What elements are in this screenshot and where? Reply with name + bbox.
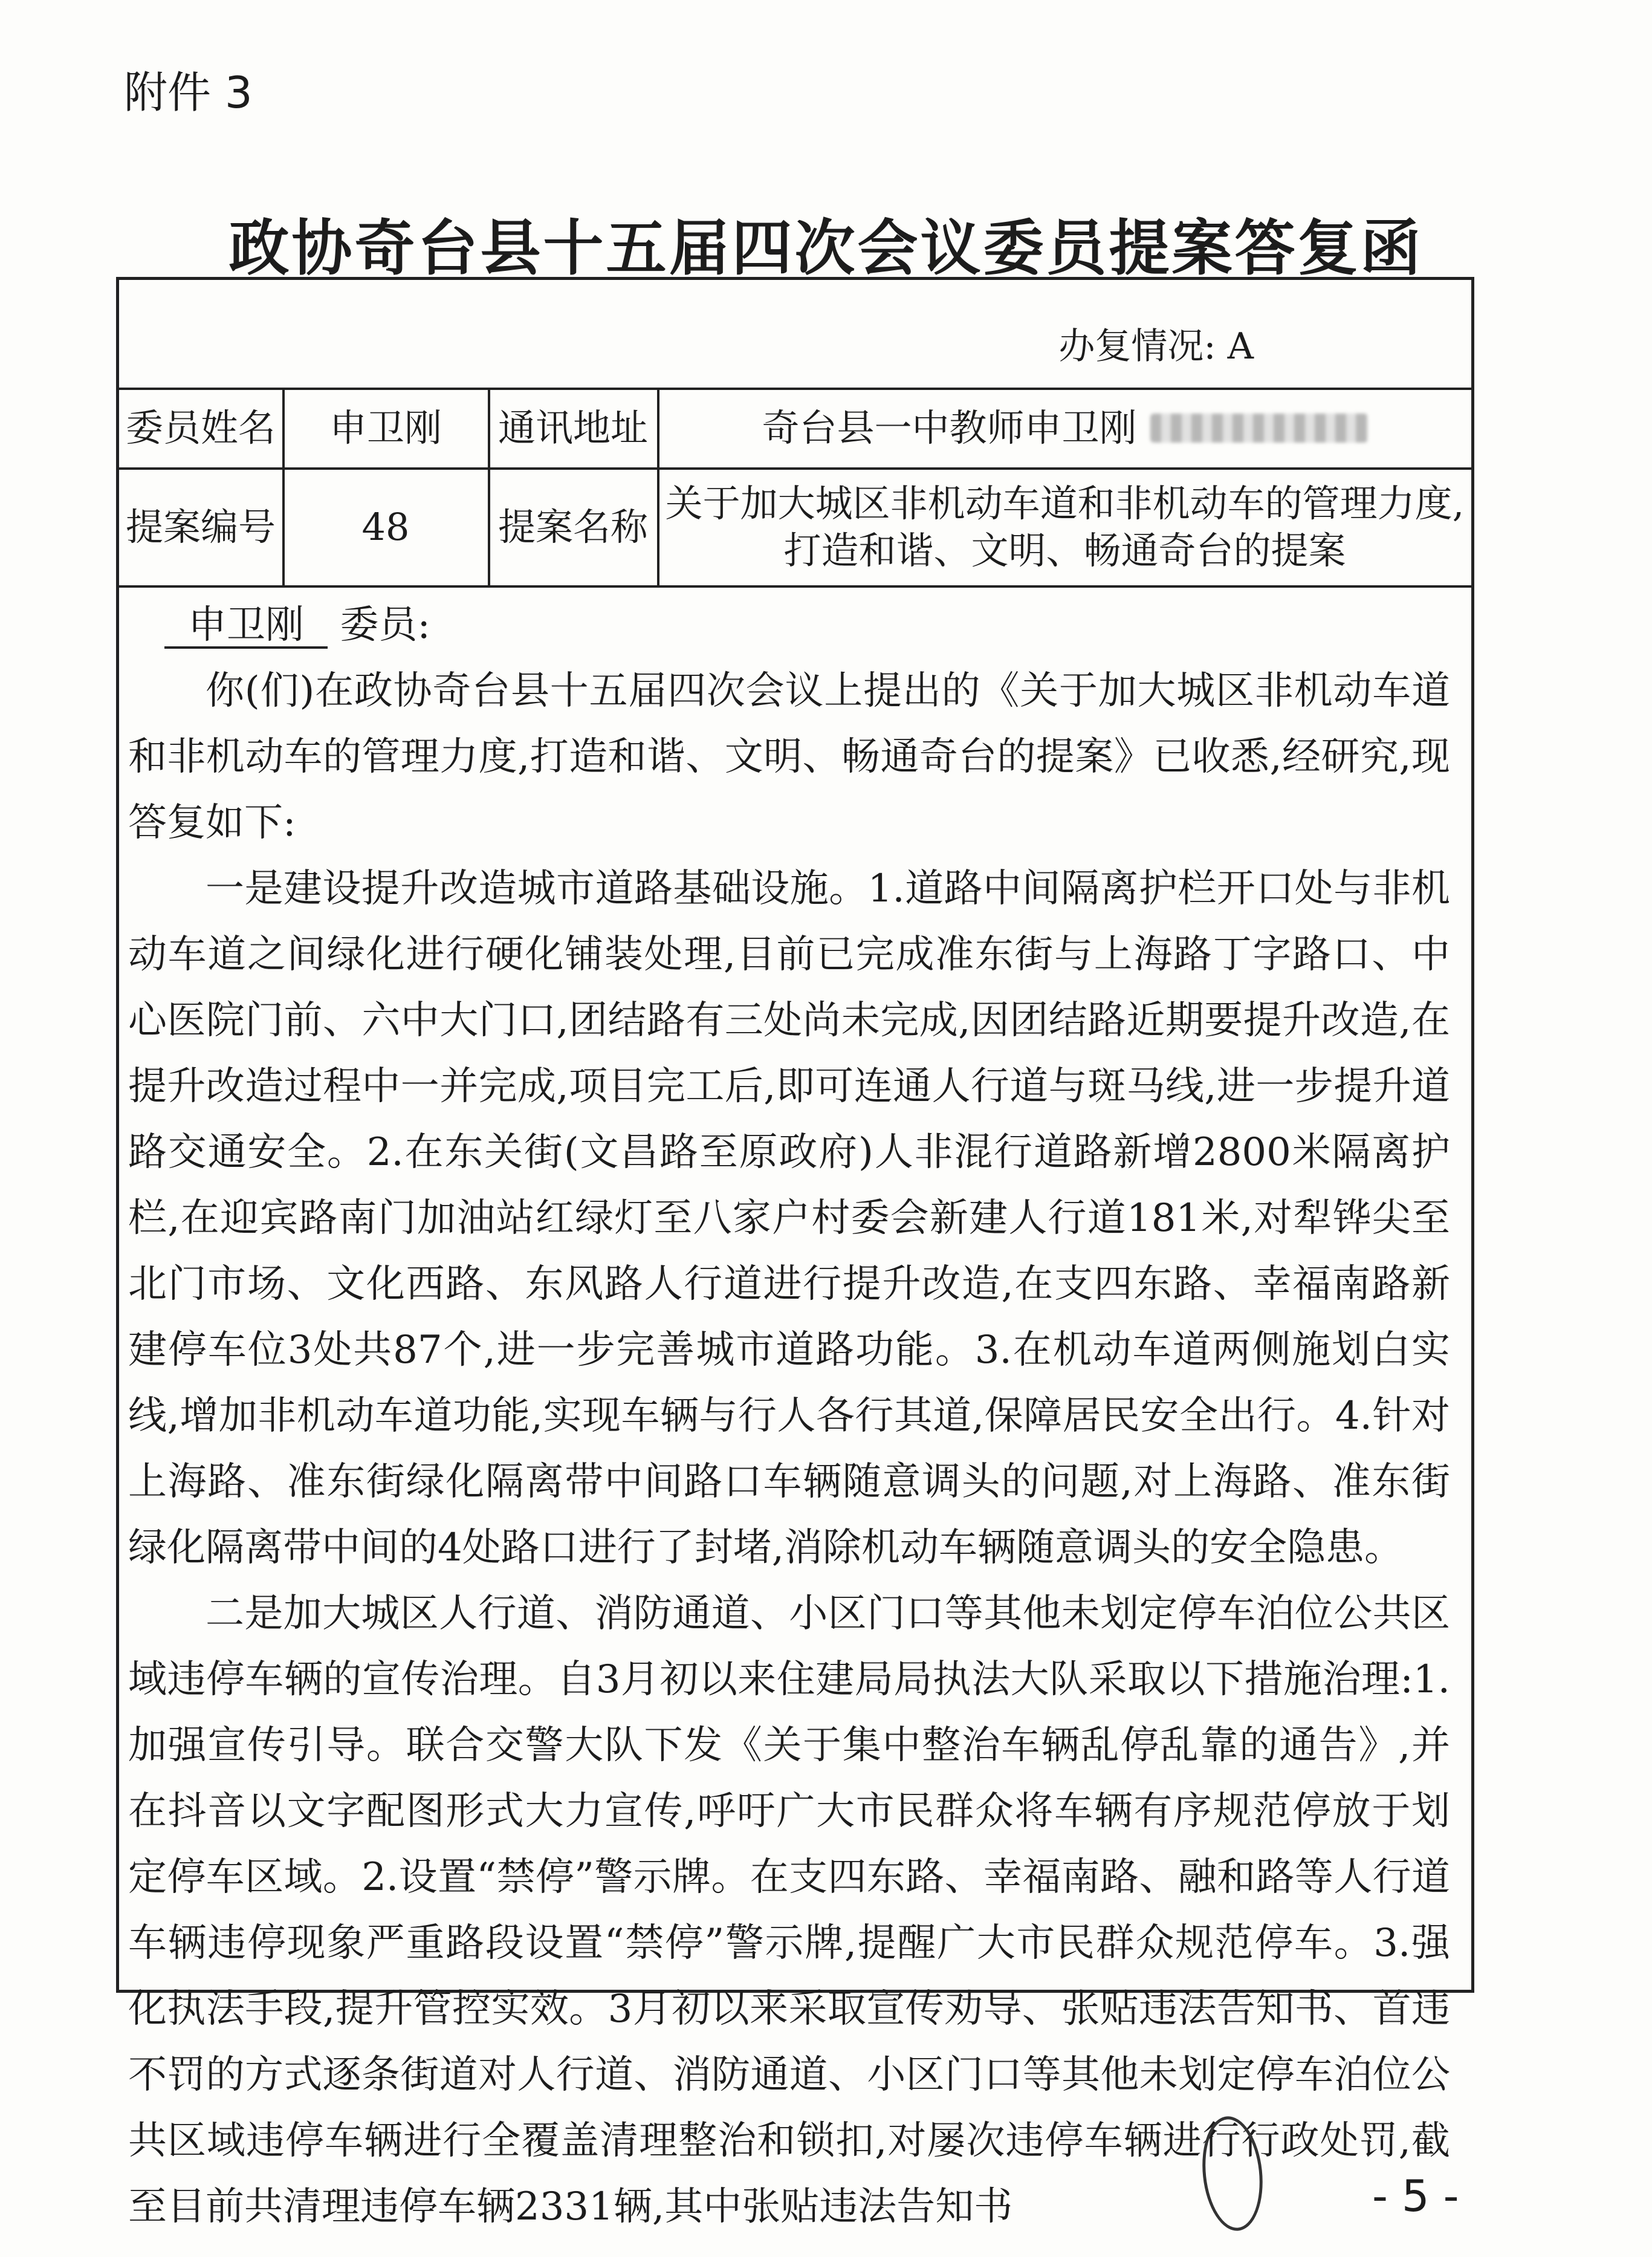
- address-label: 通讯地址: [497, 406, 648, 450]
- document-title: 政协奇台县十五届四次会议委员提案答复函: [228, 212, 1424, 284]
- table-divider: [119, 585, 1471, 588]
- salutation-suffix: 委员:: [340, 603, 430, 648]
- paragraph: 你(们)在政协奇台县十五届四次会议上提出的《关于加大城区非机动车道和非机动车的管理力度,打造和谐、文明、畅通奇台的提案》已收悉,经研究,现答复如下:: [128, 669, 1450, 845]
- proposal-title-label: 提案名称: [497, 504, 648, 549]
- proposal-no-label: 提案编号: [125, 504, 276, 549]
- proposal-title-cell: [658, 469, 1471, 585]
- page-number: - 5 -: [1372, 2171, 1459, 2221]
- address-value: 奇台县一中教师申卫刚: [762, 406, 1137, 450]
- member-name-label: 委员姓名: [125, 406, 276, 450]
- paragraph: 二是加大城区人行道、消防通道、小区门口等其他未划定停车泊位公共区域违停车辆的宣传治理。自3月初以来住建局局执法大队采取以下措施治理:1.加强宣传引导。联合交警大队下发《关于集中整治车辆乱停乱靠的通告》,并在抖音以文字配图形式大力宣传,呼吁广大市民群众将车辆有序规范停放于划定停车区域。2.设置“禁停”警示牌。在支四东路、幸福南路、融和路等人行道车辆违停现象严重路段设置“禁停”警示牌,提醒广大市民群众规范停车。3.强化执法手段,提升管控实效。3月初以来采取宣传劝导、张贴违法告知书、首违不罚的方式逐条街道对人行道、消防通道、小区门口等其他未划定停车泊位公共区域违停车辆进行全覆盖清理整治和锁扣,对屡次违停车辆进行行政处罚,截至目前共清理违停车辆2331辆,其中张贴违法告知书: [128, 1591, 1450, 2229]
- member-name-value: 申卫刚: [329, 406, 442, 450]
- redacted-phone: [1150, 414, 1368, 443]
- attachment-label: 附件 3: [124, 67, 253, 118]
- proposal-title-line: 打造和谐、文明、畅通奇台的提案: [783, 528, 1346, 573]
- proposal-title-line: 关于加大城区非机动车道和非机动车的管理力度,: [665, 481, 1465, 525]
- reply-status: 办复情况: A: [1058, 325, 1254, 368]
- letter-body: [116, 593, 1474, 2240]
- salutation: [128, 593, 1450, 658]
- proposal-no-value: 48: [361, 504, 410, 549]
- salutation-name: 申卫刚: [164, 604, 328, 649]
- paragraph: 一是建设提升改造城市道路基础设施。1.道路中间隔离护栏开口处与非机动车道之间绿化进行硬化铺装处理,目前已完成准东街与上海路丁字路口、中心医院门前、六中大门口,团结路有三处尚未完成,因团结路近期要提升改造,在提升改造过程中一并完成,项目完工后,即可连通人行道与斑马线,进一步提升道路交通安全。2.在东关街(文昌路至原政府)人非混行道路新增2800米隔离护栏,在迎宾路南门加油站红绿灯至八家户村委会新建人行道181米,对犁铧尖至北门市场、文化西路、东风路人行道进行提升改造,在支四东路、幸福南路新建停车位3处共87个,进一步完善城市道路功能。3.在机动车道两侧施划白实线,增加非机动车道功能,实现车辆与行人各行其道,保障居民安全出行。4.针对上海路、准东街绿化隔离带中间路口车辆随意调头的问题,对上海路、准东街绿化隔离带中间的4处路口进行了封堵,消除机动车辆随意调头的安全隐患。: [128, 866, 1450, 1570]
- address-cell: [658, 389, 1471, 467]
